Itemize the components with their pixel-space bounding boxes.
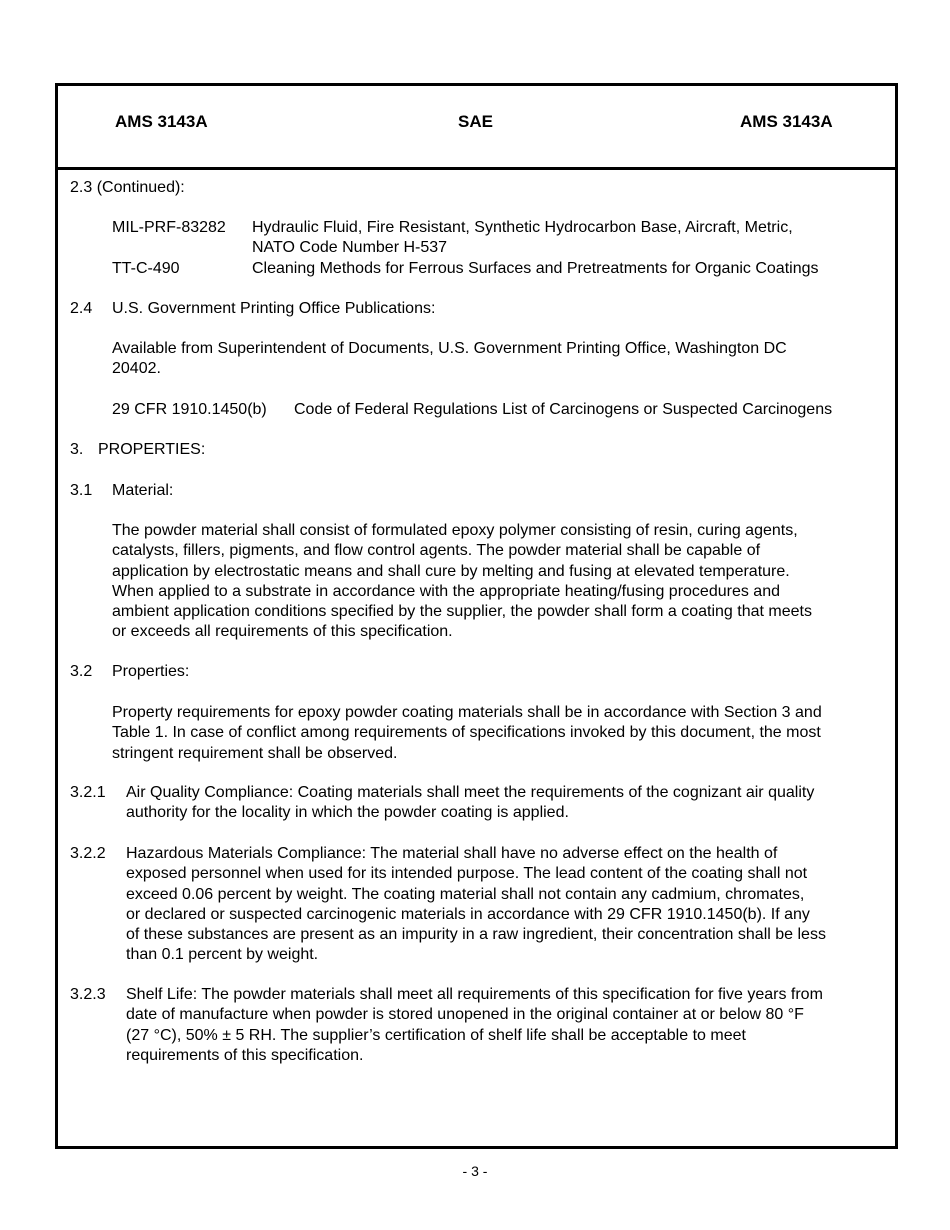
body-line: than 0.1 percent by weight.	[126, 946, 319, 964]
body-line: The powder material shall consist of formulated epoxy polymer consisting of resin, curing agents,	[112, 522, 798, 539]
ref-title-line: NATO Code Number H-537	[252, 239, 448, 257]
body-line: Shelf Life: The powder materials shall meet all requirements of this specification for five years from	[126, 986, 823, 1003]
ref-code-mil-prf-83282: MIL-PRF-83282	[112, 219, 226, 236]
section-3-1-body	[112, 521, 812, 643]
section-2-4-number: 2.4	[70, 300, 93, 317]
body-line: Available from Superintendent of Documents, U.S. Government Printing Office, Washington DC	[112, 340, 787, 357]
section-3-2-2-body	[126, 844, 826, 966]
section-3-2-1-body	[126, 783, 814, 824]
section-3-1-number: 3.1	[70, 482, 93, 499]
body-line: Table 1. In case of conflict among requirements of specifications invoked by this document, the most	[112, 724, 821, 742]
body-line: exceed 0.06 percent by weight. The coating material shall not contain any cadmium, chromates,	[126, 885, 805, 903]
ref-title-mil-prf-83282	[252, 218, 793, 259]
body-line: ambient application conditions specified by the supplier, the powder shall form a coating that meets	[112, 603, 812, 621]
page-number: - 3 -	[462, 1163, 488, 1179]
section-3-2-2-number: 3.2.2	[70, 845, 106, 862]
section-3-2-3-body	[126, 985, 823, 1066]
section-2-3-heading: 2.3 (Continued):	[70, 179, 185, 196]
section-2-4-title: U.S. Government Printing Office Publications:	[112, 300, 436, 317]
body-line: 20402.	[112, 360, 161, 378]
section-3-2-3-number: 3.2.3	[70, 986, 106, 1003]
header-publisher: SAE	[458, 112, 493, 131]
section-3-2-body	[112, 703, 822, 764]
body-line: catalysts, fillers, pigments, and flow control agents. The powder material shall be capable of	[112, 542, 761, 560]
body-line: When applied to a substrate in accordance with the appropriate heating/fusing procedures and	[112, 582, 780, 600]
body-line: or declared or suspected carcinogenic materials in accordance with 29 CFR 1910.1450(b). If any	[126, 905, 810, 923]
body-line: Air Quality Compliance: Coating materials shall meet the requirements of the cognizant air quality	[126, 784, 815, 801]
body-line: stringent requirement shall be observed.	[112, 744, 398, 762]
body-line: requirements of this specification.	[126, 1046, 364, 1064]
body-line: of these substances are present as an impurity in a raw ingredient, their concentration shall be less	[126, 926, 826, 944]
section-3-1-title: Material:	[112, 482, 174, 499]
section-3-number: 3.	[70, 441, 84, 458]
body-line: application by electrostatic means and shall cure by melting and fusing at elevated temperature.	[112, 562, 790, 580]
page-header	[58, 86, 895, 170]
section-3-2-number: 3.2	[70, 663, 93, 680]
header-doc-id-left: AMS 3143A	[115, 112, 208, 131]
body-line: (27 °C), 50% ± 5 RH. The supplier’s certification of shelf life shall be acceptable to meet	[126, 1026, 746, 1044]
body-line: Hazardous Materials Compliance: The material shall have no adverse effect on the health of	[126, 845, 778, 862]
body-line: Property requirements for epoxy powder coating materials shall be in accordance with Section 3 and	[112, 704, 822, 721]
section-2-4-body	[112, 339, 787, 380]
section-3-title: PROPERTIES:	[98, 441, 206, 458]
body-line: authority for the locality in which the powder coating is applied.	[126, 804, 569, 822]
ref-code-tt-c-490: TT-C-490	[112, 260, 180, 277]
body-line: or exceeds all requirements of this specification.	[112, 623, 453, 641]
header-doc-id-right: AMS 3143A	[740, 112, 833, 131]
section-3-2-title: Properties:	[112, 663, 190, 680]
section-3-2-1-number: 3.2.1	[70, 784, 106, 801]
ref-title-tt-c-490: Cleaning Methods for Ferrous Surfaces and Pretreatments for Organic Coatings	[252, 260, 819, 277]
body-line: exposed personnel when used for its intended purpose. The lead content of the coating shall not	[126, 865, 808, 883]
ref-code-29-cfr: 29 CFR 1910.1450(b)	[112, 401, 267, 418]
ref-title-29-cfr: Code of Federal Regulations List of Carcinogens or Suspected Carcinogens	[294, 401, 833, 418]
body-line: date of manufacture when powder is stored unopened in the original container at or below 80 °F	[126, 1006, 804, 1024]
ref-title-line: Hydraulic Fluid, Fire Resistant, Synthetic Hydrocarbon Base, Aircraft, Metric,	[252, 219, 793, 236]
